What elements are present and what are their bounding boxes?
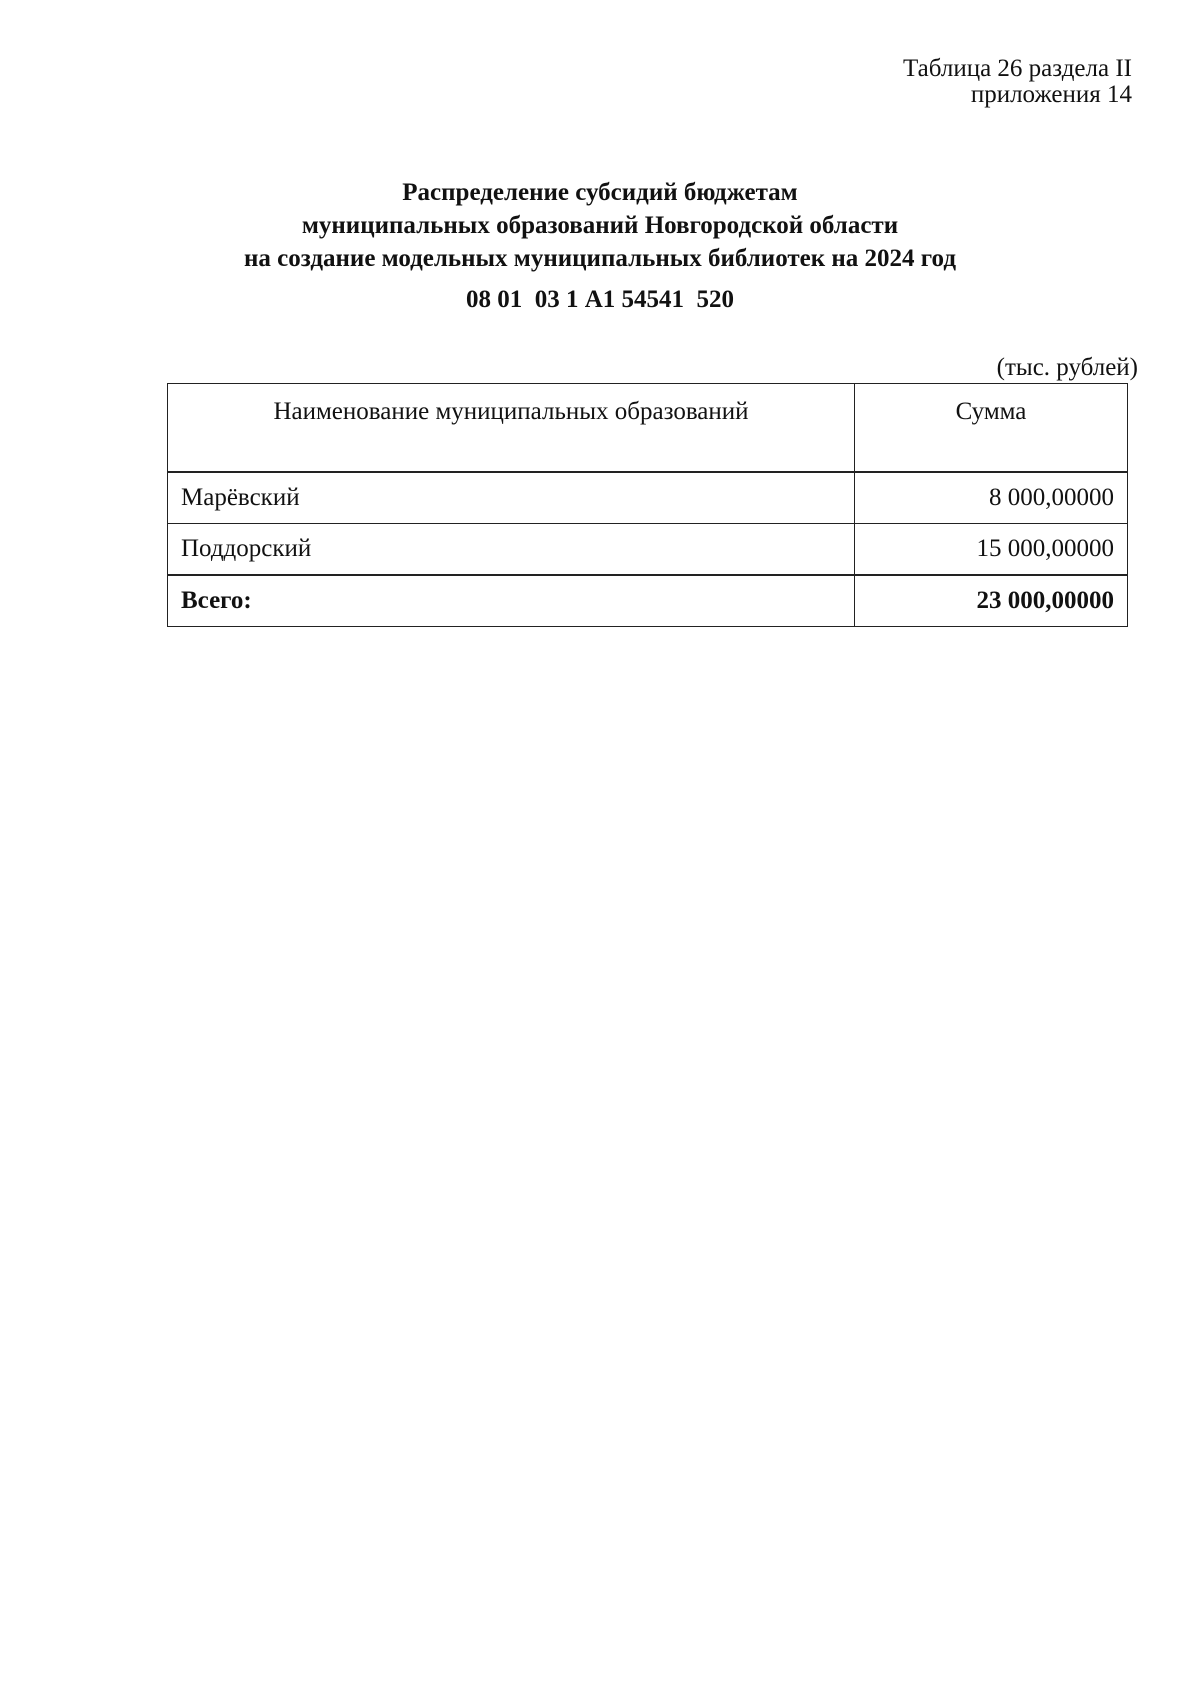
total-sum: 23 000,00000 bbox=[855, 575, 1128, 627]
table-total-row bbox=[168, 575, 1128, 627]
table-row bbox=[168, 524, 1128, 576]
document-title-line-2: муниципальных образований Новгородской области bbox=[301, 212, 899, 239]
table-reference-line-2: приложения 14 bbox=[970, 81, 1132, 108]
table-header-row bbox=[168, 384, 1128, 473]
table-row bbox=[168, 472, 1128, 524]
table-reference-line-1: Таблица 26 раздела II bbox=[903, 55, 1132, 82]
municipality-name: Поддорский bbox=[168, 524, 855, 576]
total-label: Всего: bbox=[168, 575, 855, 627]
table-reference bbox=[903, 56, 1132, 108]
column-header-name: Наименование муниципальных образований bbox=[168, 384, 855, 473]
budget-classification-code: 08 01 03 1 А1 54541 520 bbox=[465, 286, 735, 313]
document-title-line-1: Распределение субсидий бюджетам bbox=[402, 179, 798, 206]
municipality-sum: 8 000,00000 bbox=[855, 472, 1128, 524]
column-header-sum: Сумма bbox=[855, 384, 1128, 473]
document-title-line-3: на создание модельных муниципальных библиотек на 2024 год bbox=[244, 245, 956, 272]
document-title bbox=[0, 176, 1200, 275]
units-note: (тыс. рублей) bbox=[996, 354, 1138, 381]
municipality-sum: 15 000,00000 bbox=[855, 524, 1128, 576]
municipality-name: Марёвский bbox=[168, 472, 855, 524]
subsidy-table bbox=[167, 383, 1128, 627]
